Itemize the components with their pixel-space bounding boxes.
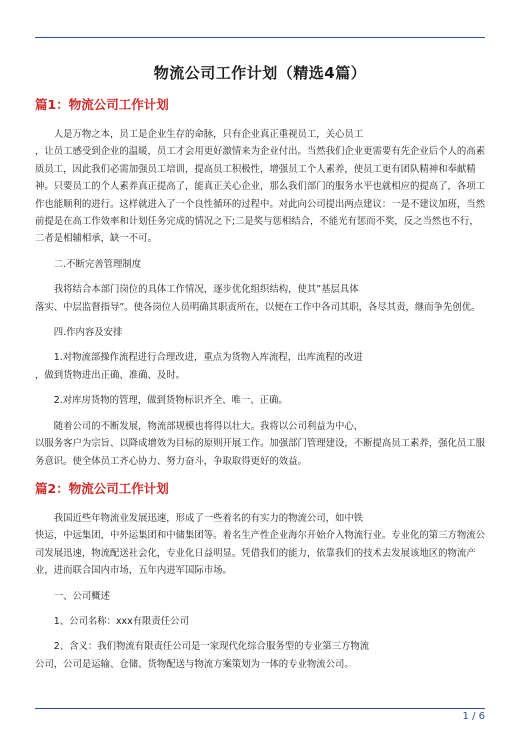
paragraph <box>35 281 485 316</box>
paragraph-text: 2.对库房货物的管理，做到货物标识齐全、唯一、正确。 <box>53 395 288 407</box>
paragraph <box>35 392 485 409</box>
header-rule <box>35 37 485 38</box>
paragraph-line: 我国近些年物流业发展迅速，形成了一些着名的有实力的物流公司，如中铁 <box>53 512 364 524</box>
paragraph-line: 2、含义：我们物流有限责任公司是一家现代化综合服务型的专业第三方物流 <box>53 641 370 653</box>
paragraph-text: ，让员工感受到企业的温暖，员工才会用更好激情来为企业付出。当然我们企业更需要有先企业后个人的高素质员工，因此我们必需加强员工培训，提高员工积极性，增强员工个人素养，使员工更有团队精神和奉献精神。只要员工的个人素养真正提高了，能真正关心企业，那么我们部门的服务水平也就相应的提高了，各项工作也能顺利的进行。这样就进入了一个良性循环的过程中。对此向公司提出两点建议：一是不建议加班，当然前提是在高工作效率和计划任务完成的情况之下;二是奖与惩相结合，不能光有惩而不奖，反之当然也不行，二者是相辅相承，缺一不可。 <box>35 146 486 245</box>
paragraph <box>35 256 485 273</box>
paragraph-line: 人是万物之本，员工是企业生存的命脉，只有企业真正重视员工，关心员工 <box>53 129 364 140</box>
paragraph <box>35 588 485 605</box>
document-title: 物流公司工作计划（精选4篇） <box>153 64 367 82</box>
paragraph <box>35 510 485 580</box>
footer-rule <box>35 708 485 709</box>
section-heading: 篇2：物流公司工作计划 <box>35 480 169 496</box>
paragraph-text: 二.不断完善管理制度 <box>53 258 142 270</box>
paragraph-text: 以服务客户为宗旨、以降成增效为目标的原则开展工作。加强部门管理建设，不断提高员工素养，强化员工服务意识。使全体员工齐心协力、努力奋斗，争取取得更好的效益。 <box>35 438 486 467</box>
paragraph-text: 1、公司名称：xxx有限责任公司 <box>53 615 189 627</box>
document-body <box>35 94 485 681</box>
paragraph-line: 我将结合本部门岗位的具体工作情况，逐步优化组织结构，使其”基层具体 <box>53 284 359 296</box>
section-2 <box>35 478 485 673</box>
section-heading: 篇1：物流公司工作计划 <box>35 97 169 112</box>
paragraph <box>35 324 485 341</box>
paragraph-text: 四.作内容及安排 <box>53 327 123 339</box>
paragraph-text: 一、公司概述 <box>53 590 111 602</box>
page-indicator: 1 / 6 <box>462 711 485 722</box>
section-1 <box>35 94 485 470</box>
paragraph <box>35 349 485 384</box>
paragraph <box>35 418 485 470</box>
paragraph <box>35 613 485 630</box>
paragraph <box>35 126 485 248</box>
paragraph-text: 落实、中层监督指导”。使各岗位人员明确其职责所在，以便在工作中各司其职，各尽其责，继而争先创优。 <box>35 301 481 313</box>
paragraph-text: 公司，公司是运输、仓储、货物配送与物流方案策划为一体的专业物流公司。 <box>35 658 354 670</box>
paragraph-text: 快运，中远集团，中外运集团和中储集团等。着名生产性企业海尔开始介入物流行业。专业化的第三方物流公司发展迅速，物流配送社会化，专业化日益明显。凭借我们的能力，依靠我们的技术去发展该地区的物流产业，进而联合国内市场，五年内进军国际市场。 <box>35 530 486 577</box>
paragraph-text: ，做到货物进出正确、准确、及时。 <box>35 369 186 381</box>
paragraph-line: 1.对物流部操作流程进行合理改进，重点为货物入库流程，出库流程的改进 <box>53 352 363 364</box>
paragraph <box>35 638 485 673</box>
paragraph-line: 随着公司的不断发展，物流部规模也将得以壮大。我将以公司利益为中心， <box>53 420 364 432</box>
